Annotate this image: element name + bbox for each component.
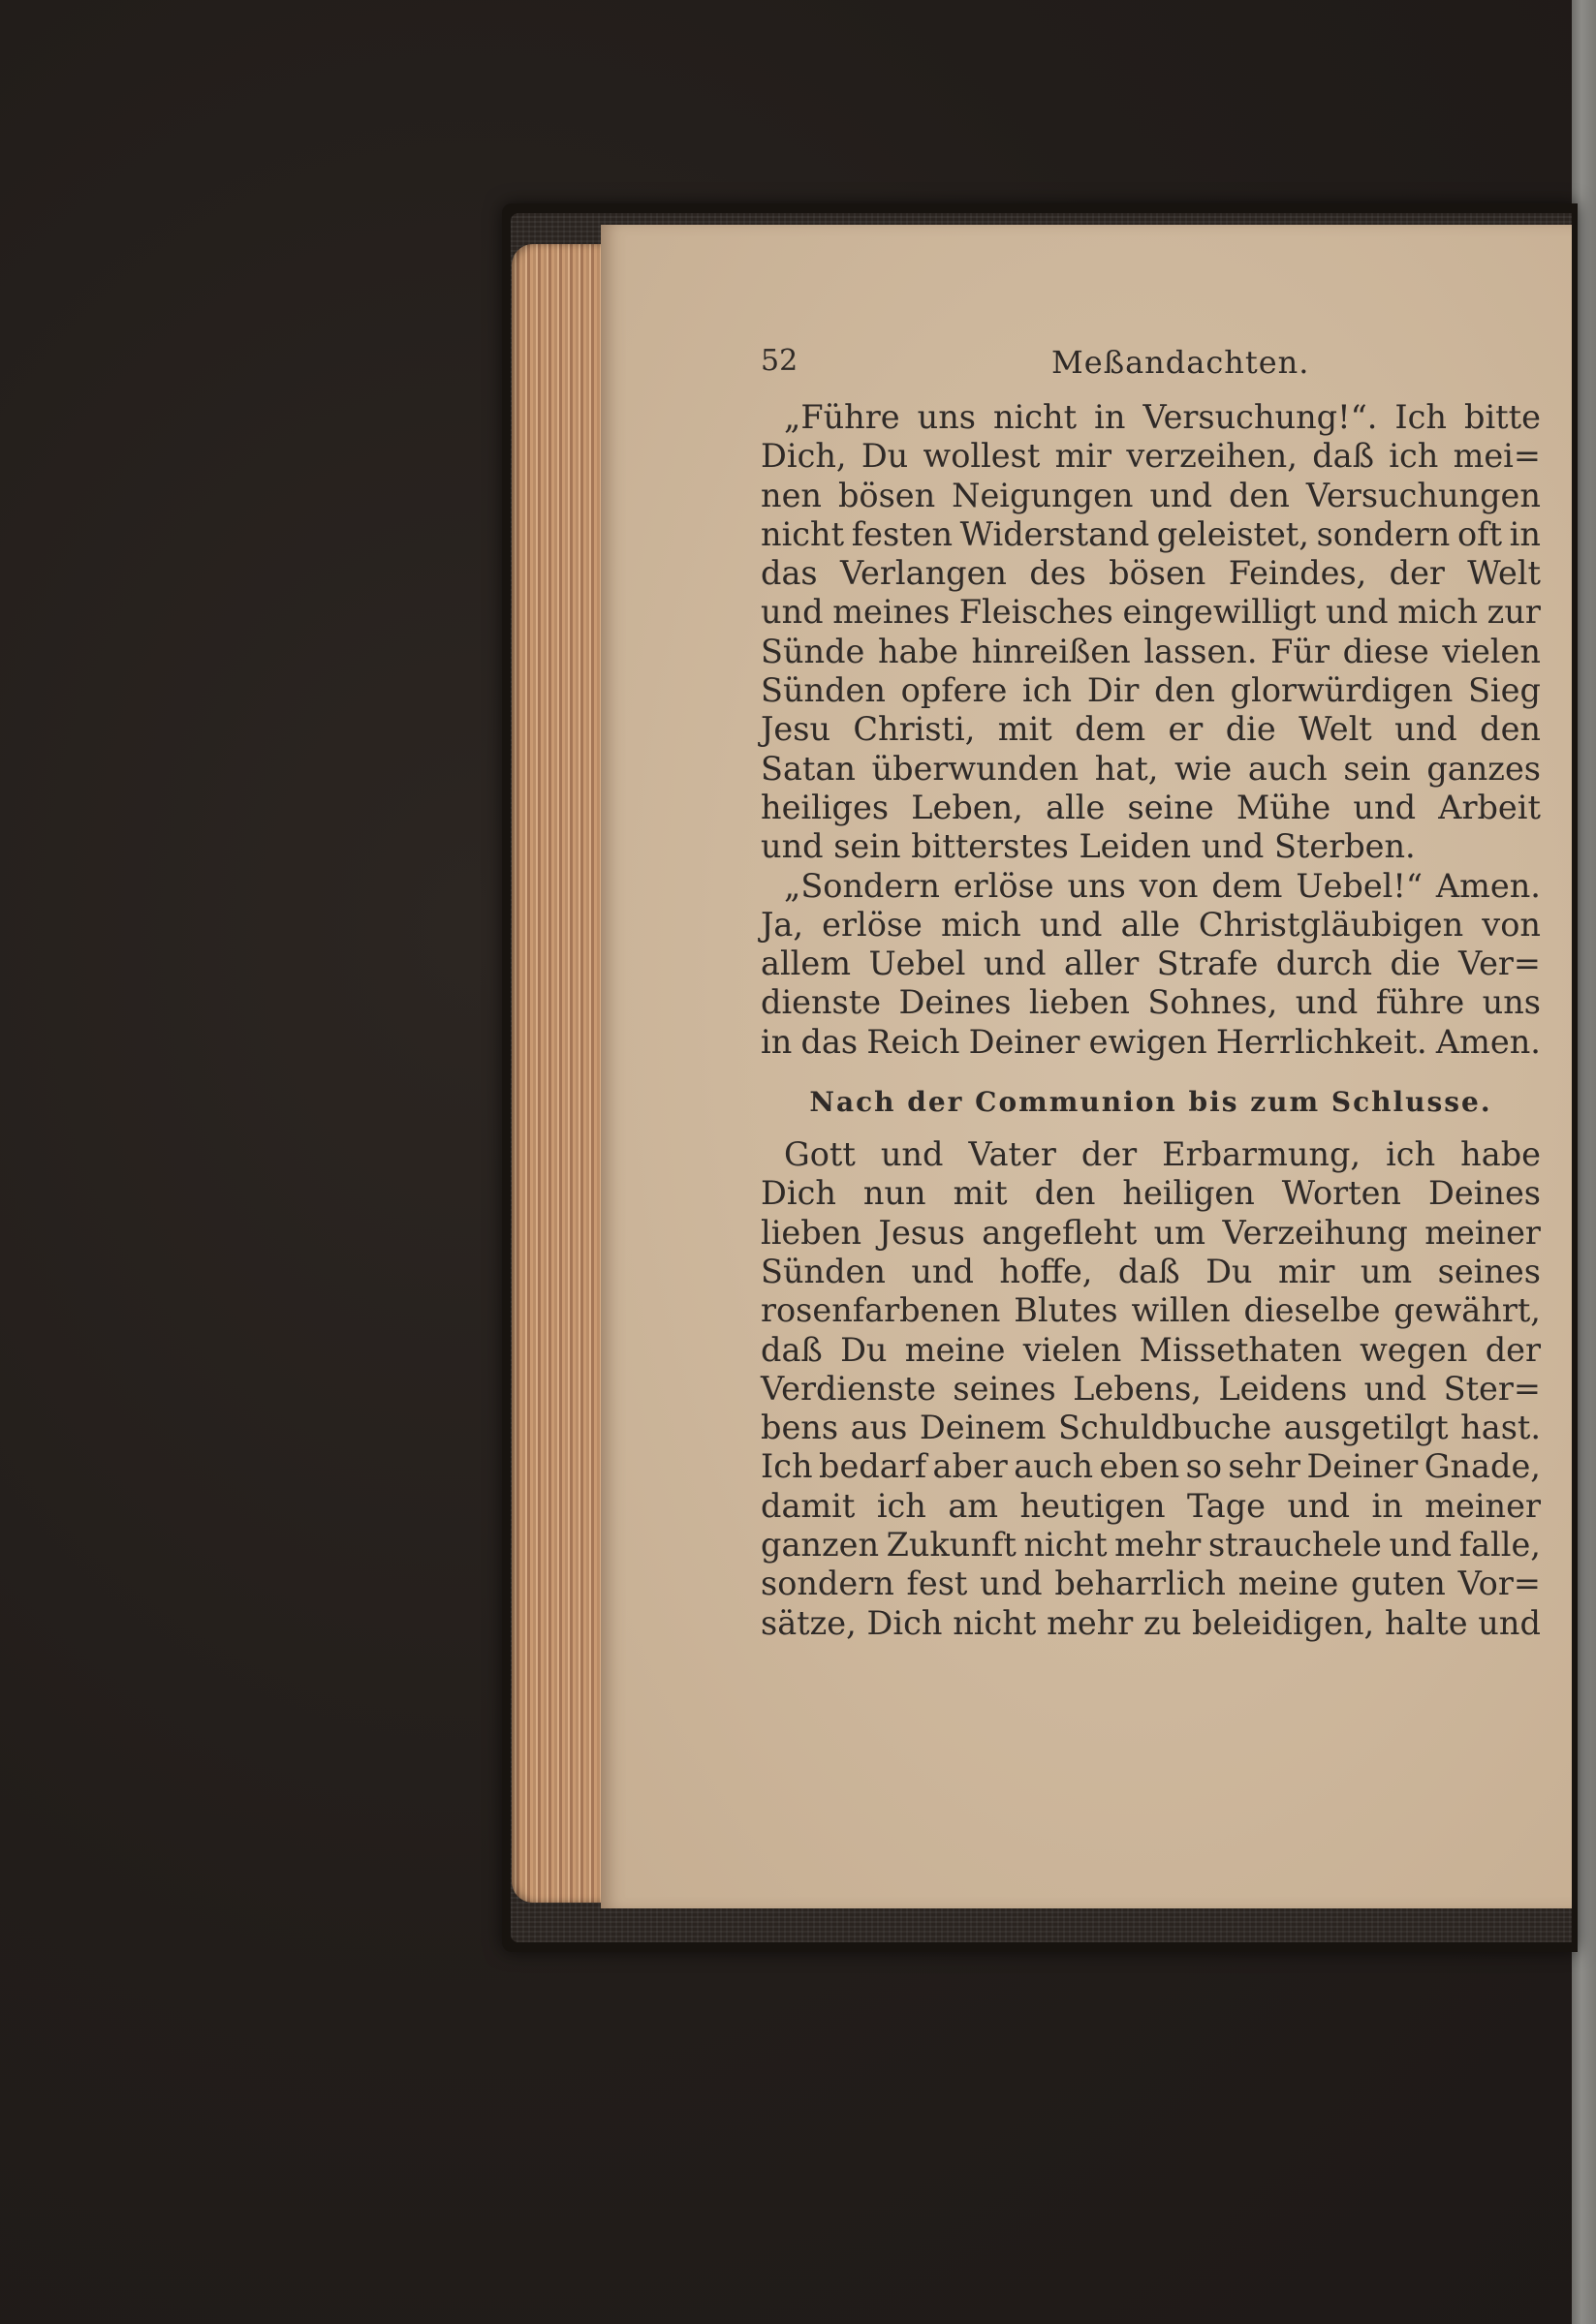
text-line: Sünde habe hinreißen lassen. Für diese vielen xyxy=(761,632,1541,670)
text-line: und sein bitterstes Leiden und Sterben. xyxy=(761,827,1416,866)
text-line: dienste Deines lieben Sohnes, und führe uns xyxy=(761,983,1541,1022)
section-heading: Nach der Communion bis zum Schlusse. xyxy=(809,1086,1492,1119)
text-line: in das Reich Deiner ewigen Herrlichkeit. Amen. xyxy=(761,1022,1541,1061)
text-line: allem Uebel und aller Strafe durch die Ver= xyxy=(761,945,1541,983)
text-line: Jesu Christi, mit dem er die Welt und den xyxy=(761,710,1541,749)
text-line: Ja, erlöse mich und alle Christgläubigen von xyxy=(761,905,1541,944)
text-line: rosenfarbenen Blutes willen dieselbe gewährt, xyxy=(761,1291,1541,1330)
running-head: Meßandachten. xyxy=(1051,344,1310,381)
text-line: sondern fest und beharrlich meine guten Vor= xyxy=(761,1565,1541,1603)
text-line: Verdienste seines Lebens, Leidens und Ster= xyxy=(761,1369,1541,1408)
text-line: heiliges Leben, alle seine Mühe und Arbeit xyxy=(761,788,1541,826)
text-line: sätze, Dich nicht mehr zu beleidigen, halte und xyxy=(761,1603,1541,1642)
page-number: 52 xyxy=(761,344,798,378)
text-line: lieben Jesus angefleht um Verzeihung meiner xyxy=(761,1213,1541,1252)
text-line: daß Du meine vielen Missethaten wegen der xyxy=(761,1330,1541,1369)
text-line: Ich bedarf aber auch eben so sehr Deiner Gnade, xyxy=(761,1447,1541,1486)
text-line: „Sondern erlöse uns von dem Uebel!“ Amen. xyxy=(784,866,1541,905)
text-line: „Führe uns nicht in Versuchung!“. Ich bitte xyxy=(784,398,1541,436)
page-block-edge xyxy=(512,244,609,1903)
text-line: ganzen Zukunft nicht mehr strauchele und falle, xyxy=(761,1526,1541,1565)
text-line: bens aus Deinem Schuldbuche ausgetilgt hast. xyxy=(761,1409,1541,1447)
paragraph-3 xyxy=(761,1135,1541,1643)
text-line: damit ich am heutigen Tage und in meiner xyxy=(761,1486,1541,1525)
text-line: das Verlangen des bösen Feindes, der Welt xyxy=(761,554,1541,593)
paragraph-2 xyxy=(761,867,1541,1062)
paragraph-1 xyxy=(761,398,1541,867)
text-line: Sünden und hoffe, daß Du mir um seines xyxy=(761,1252,1541,1290)
text-line: nen bösen Neigungen und den Versuchungen xyxy=(761,476,1541,514)
text-line: Gott und Vater der Erbarmung, ich habe xyxy=(784,1135,1541,1174)
text-line: Dich, Du wollest mir verzeihen, daß ich mei= xyxy=(761,437,1541,476)
text-line: und meines Fleisches eingewilligt und mich zur xyxy=(761,593,1541,632)
page-header xyxy=(761,344,1541,398)
text-line: nicht festen Widerstand geleistet, sondern oft in xyxy=(761,514,1541,553)
page-text-block xyxy=(761,344,1541,1643)
text-line: Sünden opfere ich Dir den glorwürdigen Sieg xyxy=(761,671,1541,710)
text-line: Dich nun mit den heiligen Worten Deines xyxy=(761,1174,1541,1213)
text-line: Satan überwunden hat, wie auch sein ganzes xyxy=(761,749,1541,788)
